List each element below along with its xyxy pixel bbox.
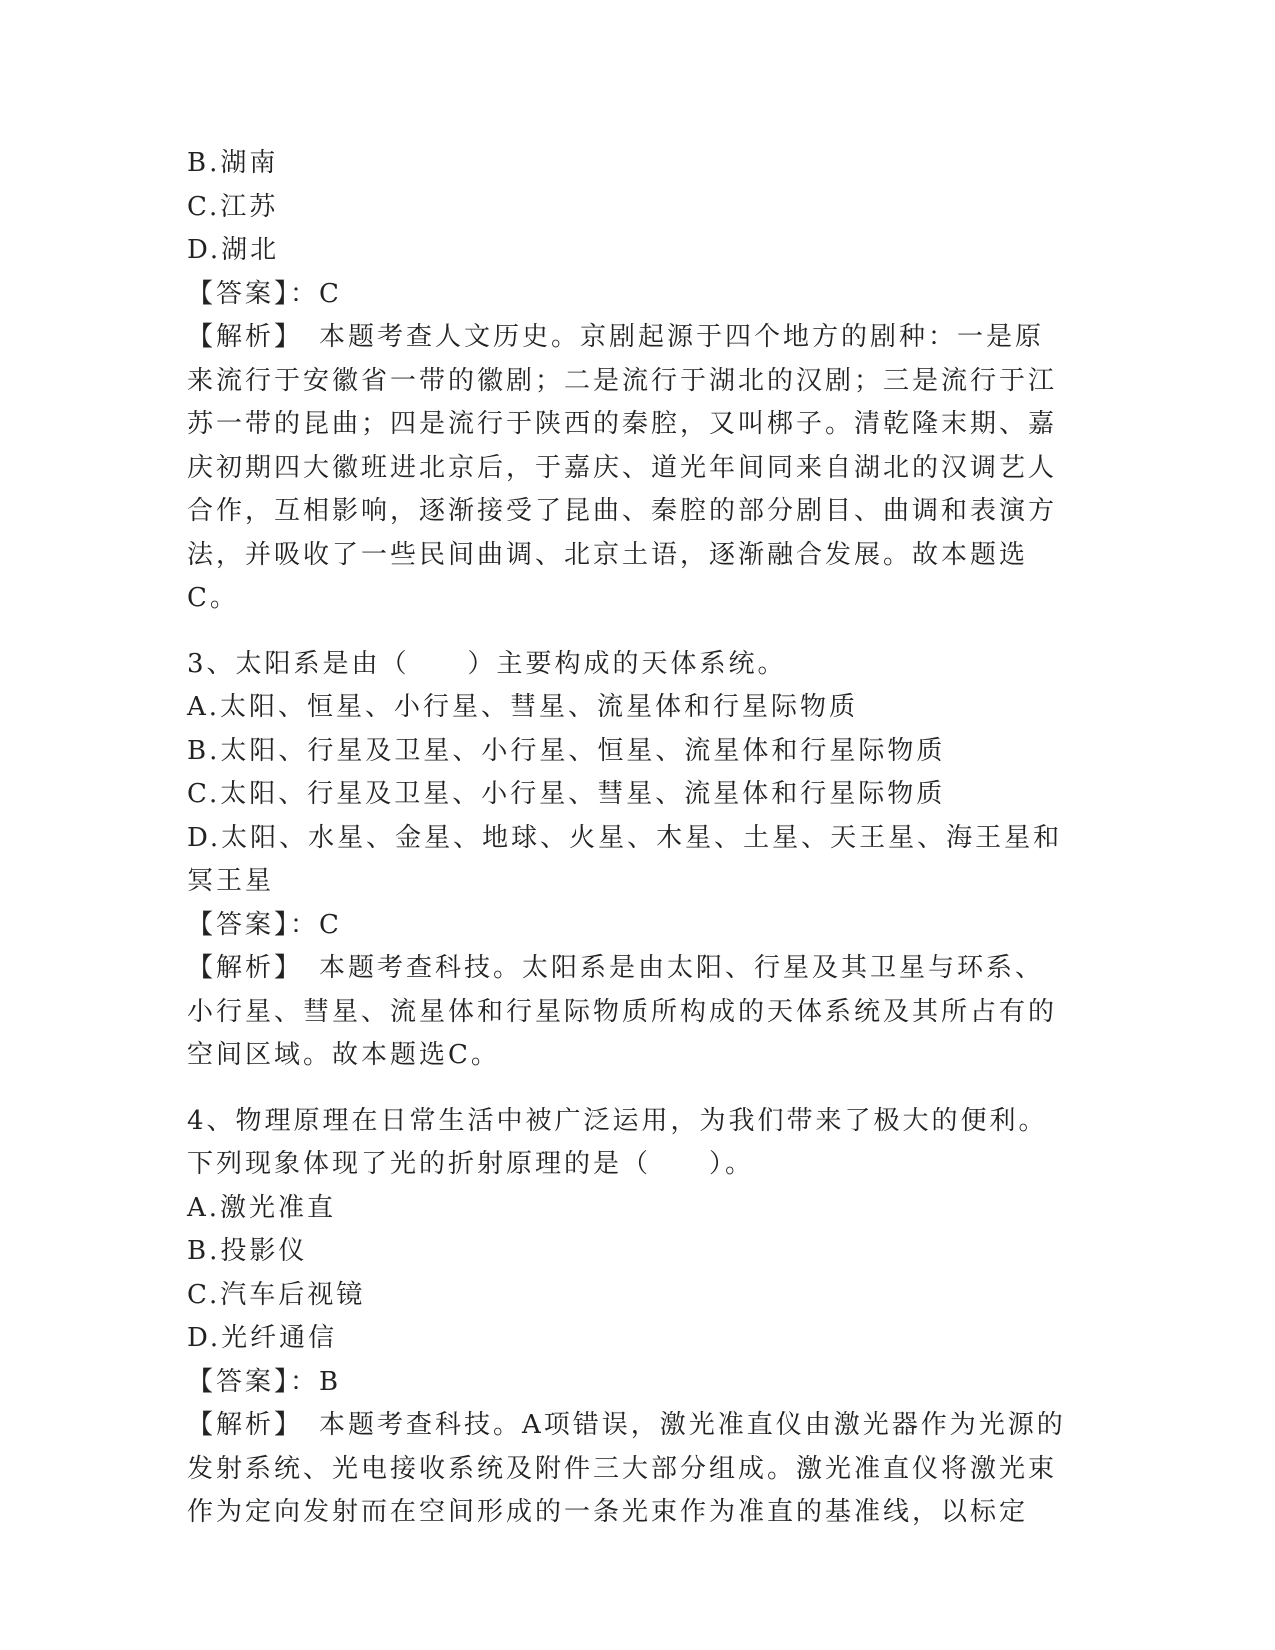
option-d: D.湖北	[187, 235, 280, 265]
answer: 【答案】：C	[187, 278, 342, 309]
option-b: B.湖南	[187, 148, 279, 178]
q3-option-b: B.太阳、行星及卫星、小行星、恒星、流星体和行星际物质	[187, 735, 946, 766]
q3-answer: 【答案】：C	[187, 909, 342, 940]
q4-option-d: D.光纤通信	[187, 1323, 338, 1353]
q3-analysis: 【解析】 本题考查科技。太阳系是由太阳、行星及其卫星与环系、小行星、彗星、流星体和行星际物质所构成的天体系统及其所占有的空间区域。故本题选C。	[187, 953, 1058, 1070]
q3-option-d: D.太阳、水星、金星、地球、火星、木星、土星、天王星、海王星和冥王星	[187, 822, 1063, 896]
question-4: 4、物理原理在日常生活中被广泛运用，为我们带来了极大的便利。下列现象体现了光的折射原理的是（ ）。	[187, 1105, 1048, 1179]
q4-answer: 【答案】：B	[187, 1366, 342, 1397]
option-c: C.江苏	[187, 191, 279, 222]
analysis: 【解析】 本题考查人文历史。京剧起源于四个地方的剧种：一是原来流行于安徽省一带的徽剧；二是流行于湖北的汉剧；三是流行于江苏一带的昆曲；四是流行于陕西的秦腔，又叫梆子。清乾隆末期、嘉庆初期四大徽班进北京后，于嘉庆、道光年间同来自湖北的汉调艺人合作，互相影响，逐渐接受了昆曲、秦腔的部分剧目、曲调和表演方法，并吸收了一些民间曲调、北京土语，逐渐融合发展。故本题选C。	[187, 322, 1058, 613]
q3-option-c: C.太阳、行星及卫星、小行星、彗星、流星体和行星际物质	[187, 779, 946, 809]
q4-option-c: C.汽车后视镜	[187, 1279, 366, 1310]
document-page	[187, 142, 1067, 1535]
question-3: 3、太阳系是由（ ）主要构成的天体系统。	[187, 648, 787, 679]
q3-option-a: A.太阳、恒星、小行星、彗星、流星体和行星际物质	[187, 692, 859, 722]
q4-analysis: 【解析】 本题考查科技。A项错误，激光准直仪由激光器作为光源的发射系统、光电接收系统及附件三大部分组成。激光准直仪将激光束作为定向发射而在空间形成的一条光束作为准直的基准线，以标定	[187, 1410, 1066, 1527]
q4-option-a: A.激光准直	[187, 1192, 337, 1223]
q4-option-b: B.投影仪	[187, 1236, 308, 1266]
